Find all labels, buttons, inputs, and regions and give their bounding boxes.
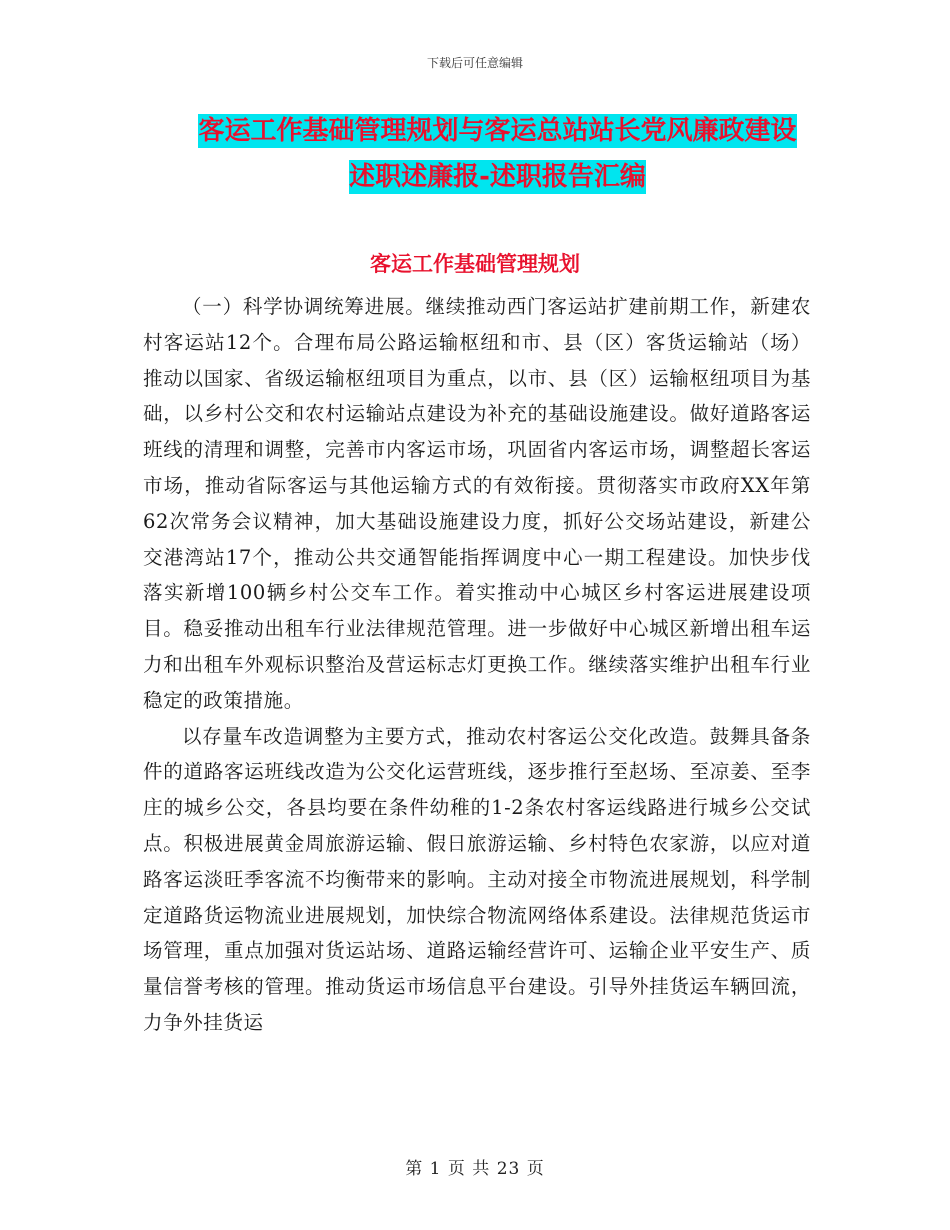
section-heading: 客运工作基础管理规划	[370, 252, 580, 276]
body-paragraph: （一）科学协调统筹进展。继续推动西门客运站扩建前期工作，新建农村客运站12个。合理布局公路运输枢纽和市、县（区）客货运输站（场）推动以国家、省级运输枢纽项目为重点，以市、县（区）运输枢纽项目为基础，以乡村公交和农村运输站点建设为补充的基础设施建设。做好道路客运班线的清理和调整，完善市内客运市场，巩固省内客运市场，调整超长客运市场，推动省际客运与其他运输方式的有效衔接。贯彻落实市政府XX年第62次常务会议精神，加大基础设施建设力度，抓好公交场站建设，新建公交港湾站17个，推动公共交通智能指挥调度中心一期工程建设。加快步伐落实新增100辆乡村公交车工作。着实推动中心城区乡村客运进展建设项目。稳妥推动出租车行业法律规范管理。进一步做好中心城区新增出租车运力和出租车外观标识整治及营运标志灯更换工作。继续落实维护出租车行业稳定的政策措施。	[143, 295, 811, 712]
header-note: 下载后可任意编辑	[426, 56, 523, 70]
document-title-line-2: 述职述廉报-述职报告汇编	[349, 162, 646, 192]
document-title	[140, 108, 855, 200]
document-title-line-1: 客运工作基础管理规划与客运总站站长党风廉政建设	[198, 116, 797, 146]
document-body	[143, 289, 811, 1041]
body-paragraph: 以存量车改造调整为主要方式，推动农村客运公交化改造。鼓舞具备条件的道路客运班线改造为公交化运营班线，逐步推行至赵场、至凉姜、至李庄的城乡公交，各县均要在条件幼稚的1-2条农村客运线路进行城乡公交试点。积极进展黄金周旅游运输、假日旅游运输、乡村特色农家游，以应对道路客运淡旺季客流不均衡带来的影响。主动对接全市物流进展规划，科学制定道路货运物流业进展规划，加快综合物流网络体系建设。法律规范货运市场管理，重点加强对货运站场、道路运输经营许可、运输企业平安生产、质量信誉考核的管理。推动货运市场信息平台建设。引导外挂货运车辆回流，力争外挂货运	[143, 724, 811, 1034]
page-number-footer: 第 1 页 共 23 页	[405, 1159, 545, 1179]
